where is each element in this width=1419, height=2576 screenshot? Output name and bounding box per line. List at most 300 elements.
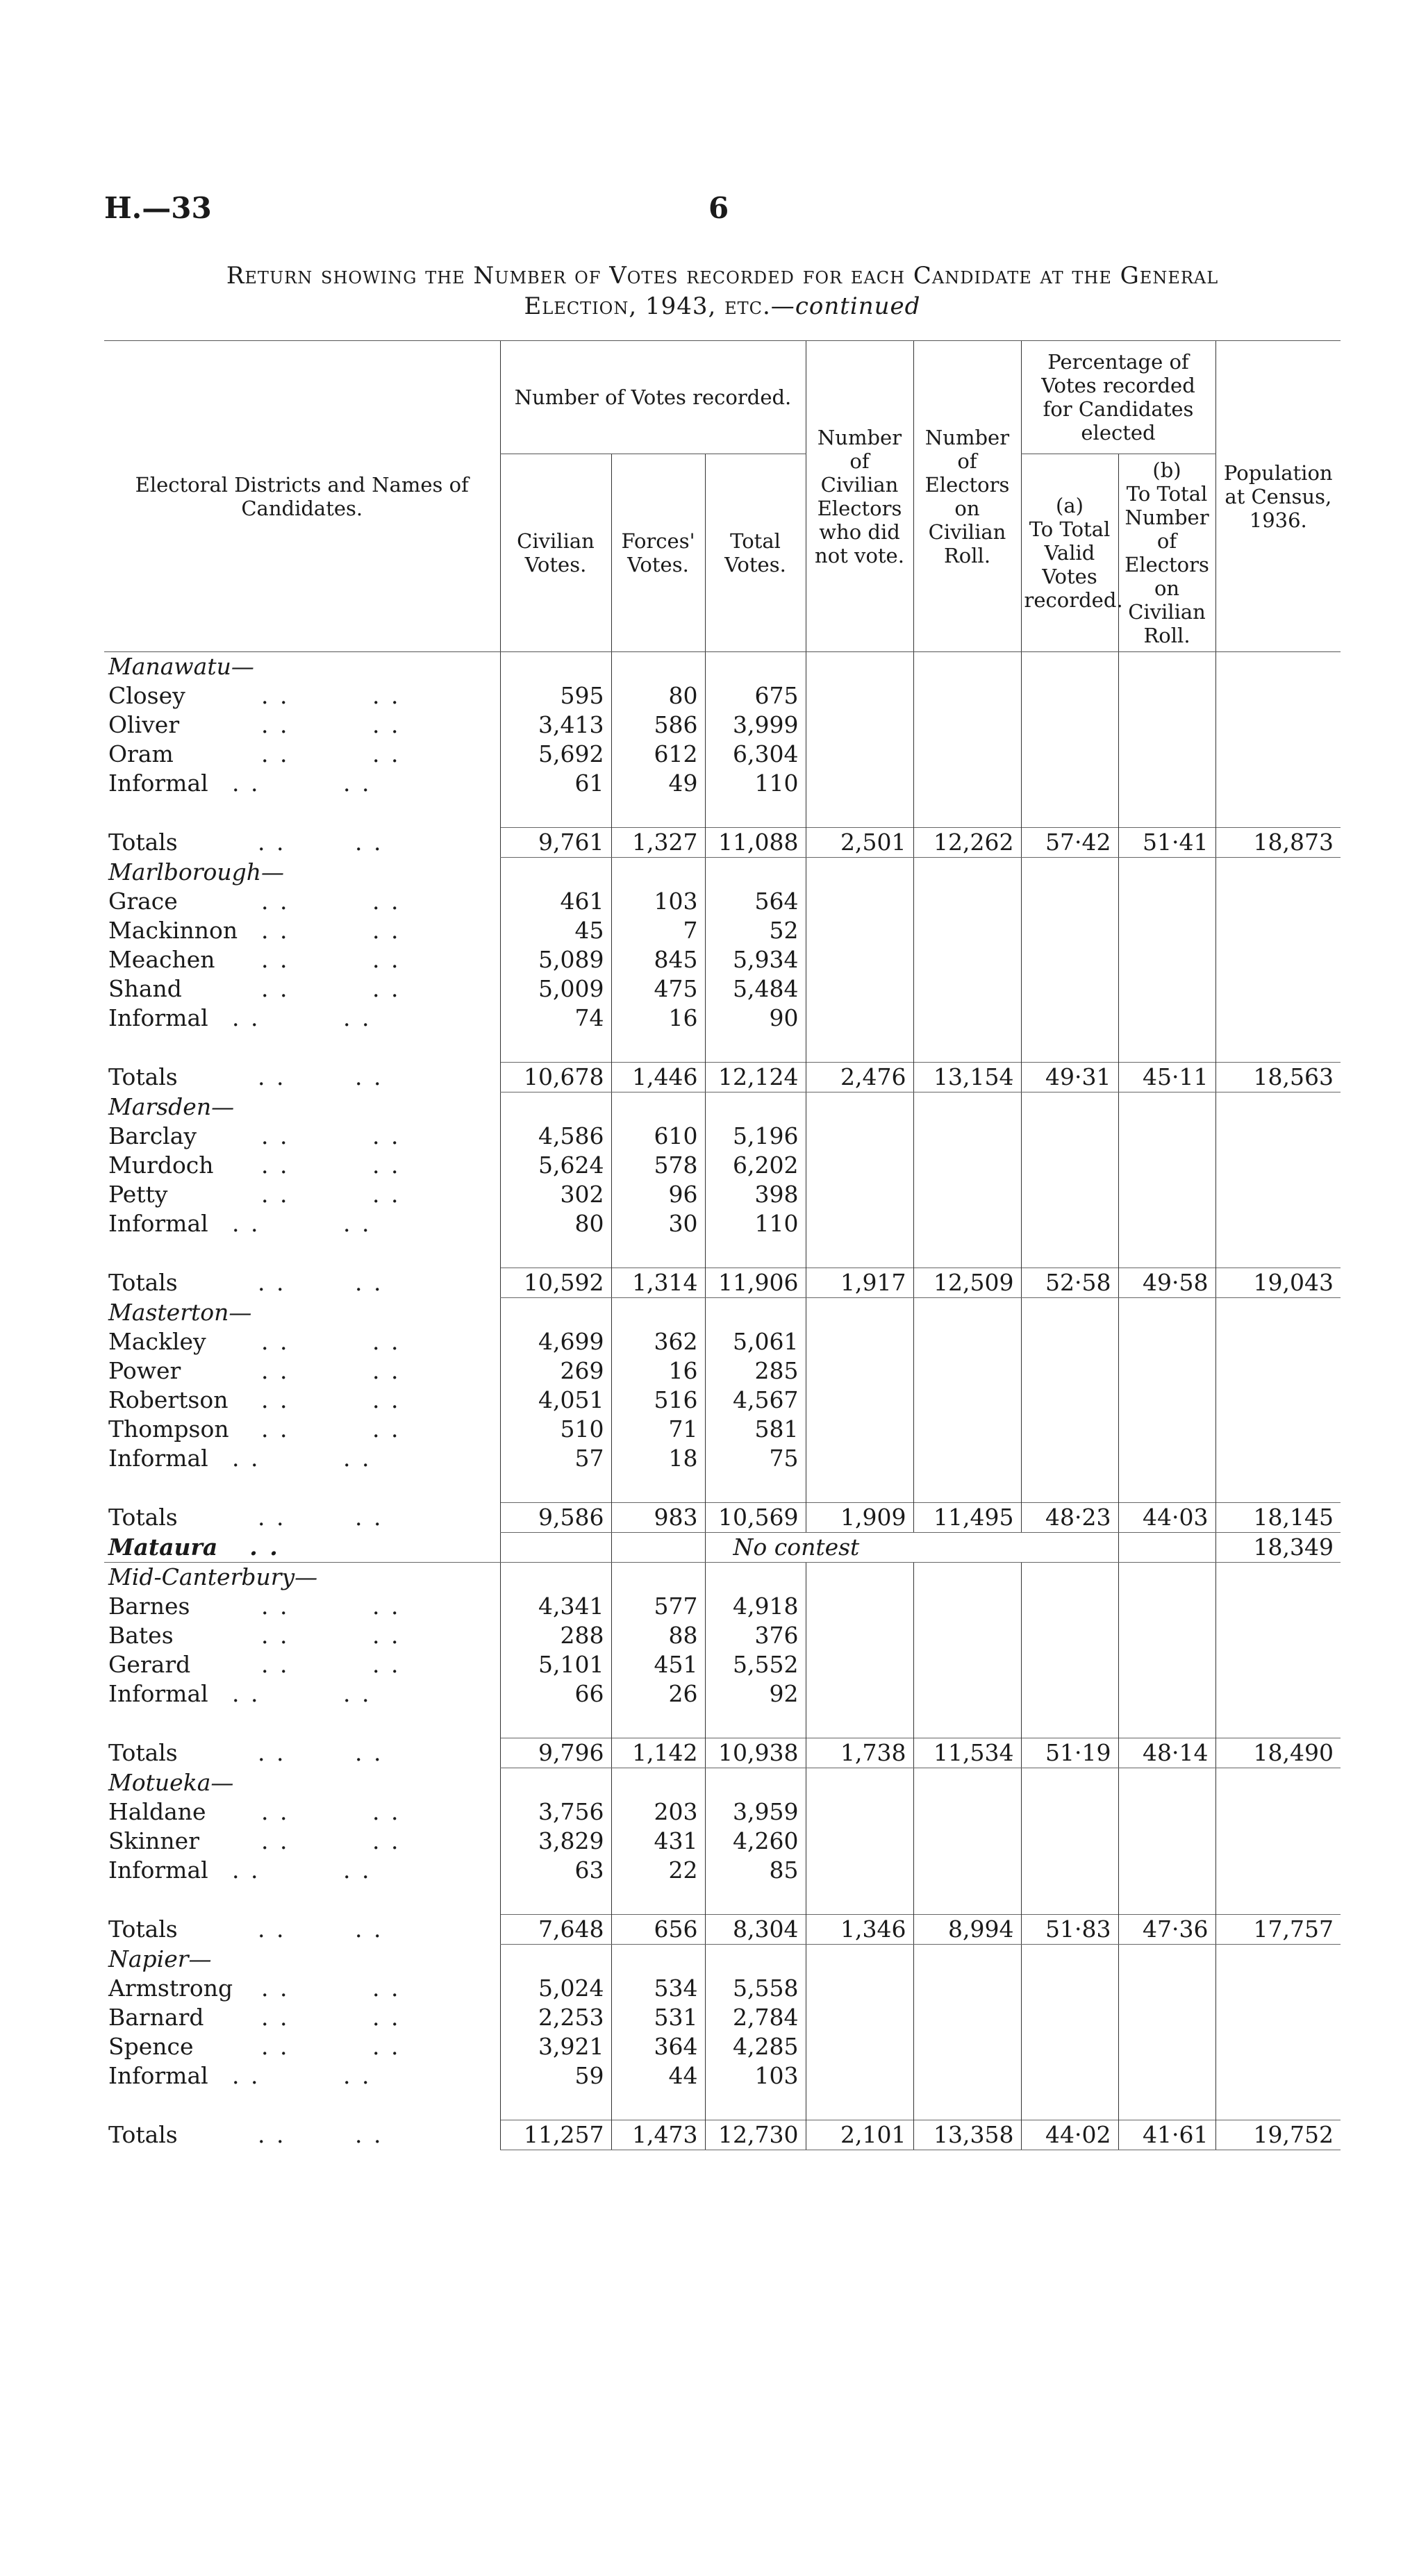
candidate-label: Mackinnon	[108, 917, 238, 944]
empty-cell	[913, 1473, 1021, 1503]
empty-cell	[806, 1180, 913, 1209]
total-forces-votes: 1,142	[611, 1738, 705, 1768]
total-votes: 4,285	[705, 2032, 806, 2061]
empty-cell	[1021, 681, 1118, 711]
empty-cell	[913, 1327, 1021, 1356]
leader-dots: . .	[232, 2062, 260, 2089]
empty-cell	[705, 1768, 806, 1798]
pct-electors: 45·11	[1118, 1063, 1215, 1092]
spacer-cell	[104, 1238, 500, 1268]
forces-votes: 578	[611, 1151, 705, 1180]
empty-cell	[806, 1122, 913, 1151]
leader-dots: . .	[261, 946, 290, 973]
candidate-row	[104, 1444, 1341, 1473]
empty-cell	[806, 1679, 913, 1709]
empty-cell	[1118, 858, 1215, 888]
empty-cell	[806, 1856, 913, 1885]
leader-dots: . .	[372, 1122, 401, 1149]
forces-votes: 362	[611, 1327, 705, 1356]
total-votes: 110	[705, 1209, 806, 1238]
district-label: Mataura	[108, 1534, 218, 1561]
leader-dots: . .	[372, 1415, 401, 1443]
leader-dots: . .	[258, 1739, 286, 1766]
col-pct-valid-votes	[1021, 454, 1123, 652]
empty-cell	[806, 1151, 913, 1180]
district-name: Mid-Canterbury—	[108, 1563, 318, 1590]
candidate-name	[104, 974, 500, 1004]
empty-cell	[1118, 1679, 1215, 1709]
forces-votes: 103	[611, 887, 705, 916]
candidate-label: Informal	[108, 770, 208, 797]
forces-votes: 80	[611, 681, 705, 711]
forces-votes: 16	[611, 1004, 705, 1033]
empty-cell	[806, 1797, 913, 1827]
total-votes: 52	[705, 916, 806, 945]
candidate-name	[104, 1650, 500, 1679]
total-civilian-votes: 9,761	[500, 828, 611, 858]
forces-votes: 475	[611, 974, 705, 1004]
empty-cell	[1021, 1827, 1118, 1856]
leader-dots: . .	[372, 1593, 401, 1620]
empty-cell	[913, 1827, 1021, 1856]
empty-cell	[913, 887, 1021, 916]
empty-cell	[913, 652, 1021, 682]
leader-dots: . .	[261, 1122, 290, 1149]
empty-cell	[1215, 858, 1341, 888]
empty-cell	[1215, 887, 1341, 916]
candidate-row	[104, 1356, 1341, 1386]
empty-cell	[1215, 1827, 1341, 1856]
total-votes-sum: 12,730	[705, 2120, 806, 2150]
leader-dots: . .	[261, 1386, 290, 1413]
empty-cell	[1118, 1945, 1215, 1975]
spacer-cell	[104, 1473, 500, 1503]
empty-cell	[913, 1092, 1021, 1122]
total-votes: 581	[705, 1415, 806, 1444]
pct-valid-votes: 49·31	[1021, 1063, 1118, 1092]
empty-cell	[913, 1238, 1021, 1268]
leader-dots: . .	[372, 975, 401, 1002]
candidate-row	[104, 1151, 1341, 1180]
document-id: H.—33	[104, 191, 212, 225]
population: 17,757	[1215, 1915, 1341, 1945]
empty-cell	[500, 1533, 611, 1563]
title-line-1: Return showing the Number of Votes recorded for each Candidate at the General	[226, 262, 1219, 290]
empty-cell	[500, 1945, 611, 1975]
empty-cell	[806, 887, 913, 916]
total-forces-votes: 1,446	[611, 1063, 705, 1092]
empty-cell	[1021, 1797, 1118, 1827]
candidate-name	[104, 2061, 500, 2091]
empty-cell	[611, 1768, 705, 1798]
total-votes-sum: 12,124	[705, 1063, 806, 1092]
empty-cell	[1021, 1473, 1118, 1503]
empty-cell	[705, 798, 806, 828]
empty-cell	[1021, 1945, 1118, 1975]
leader-dots: . .	[261, 917, 290, 944]
candidate-name	[104, 1621, 500, 1650]
candidate-label: Thompson	[108, 1415, 229, 1443]
totals-row	[104, 1738, 1341, 1768]
table-title	[104, 260, 1341, 322]
total-votes: 2,784	[705, 2003, 806, 2032]
forces-votes: 531	[611, 2003, 705, 2032]
district-heading-row	[104, 1563, 1341, 1593]
leader-dots: . .	[261, 2004, 290, 2031]
total-votes: 4,567	[705, 1386, 806, 1415]
col-population: Population at Census, 1936.	[1215, 341, 1341, 652]
empty-cell	[1215, 1033, 1341, 1063]
empty-cell	[1118, 2003, 1215, 2032]
candidate-label: Power	[108, 1357, 181, 1384]
page-header	[104, 191, 1341, 233]
empty-cell	[1118, 1768, 1215, 1798]
district-row	[104, 1533, 1341, 1563]
empty-cell	[611, 1709, 705, 1738]
civilian-votes: 5,024	[500, 1974, 611, 2003]
empty-cell	[611, 1945, 705, 1975]
totals-label	[104, 1738, 500, 1768]
candidate-row	[104, 2003, 1341, 2032]
leader-dots: . .	[261, 1152, 290, 1179]
forces-votes: 16	[611, 1356, 705, 1386]
forces-votes: 845	[611, 945, 705, 974]
forces-votes: 7	[611, 916, 705, 945]
total-forces-votes: 656	[611, 1915, 705, 1945]
empty-cell	[1021, 1650, 1118, 1679]
leader-dots: . .	[261, 2033, 290, 2060]
empty-cell	[913, 2061, 1021, 2091]
empty-cell	[500, 858, 611, 888]
total-votes: 110	[705, 769, 806, 798]
empty-cell	[806, 1621, 913, 1650]
leader-dots: . .	[261, 1328, 290, 1355]
leader-dots: . .	[258, 1916, 286, 1943]
spacer-row	[104, 798, 1341, 828]
total-civilian-votes: 10,592	[500, 1268, 611, 1298]
candidate-label: Informal	[108, 1004, 208, 1031]
empty-cell	[1118, 681, 1215, 711]
leader-dots: . .	[261, 1181, 290, 1208]
total-votes: 3,999	[705, 711, 806, 740]
election-return-table	[104, 340, 1341, 2150]
empty-cell	[1021, 1298, 1118, 1328]
totals-label	[104, 1915, 500, 1945]
empty-cell	[913, 2032, 1021, 2061]
empty-cell	[1215, 1797, 1341, 1827]
empty-cell	[1021, 2032, 1118, 2061]
spacer-row	[104, 1885, 1341, 1915]
civilian-roll: 11,534	[913, 1738, 1021, 1768]
empty-cell	[1021, 1327, 1118, 1356]
candidate-label: Informal	[108, 2062, 208, 2089]
empty-cell	[1215, 1356, 1341, 1386]
empty-cell	[913, 1444, 1021, 1473]
candidate-name	[104, 916, 500, 945]
candidate-row	[104, 1327, 1341, 1356]
empty-cell	[806, 2091, 913, 2120]
leader-dots: . .	[261, 888, 290, 915]
leader-dots: . .	[258, 1269, 286, 1296]
candidate-row	[104, 887, 1341, 916]
empty-cell	[913, 1151, 1021, 1180]
total-votes: 6,304	[705, 740, 806, 769]
candidate-row	[104, 1650, 1341, 1679]
empty-cell	[705, 1033, 806, 1063]
empty-cell	[913, 1885, 1021, 1915]
empty-cell	[806, 711, 913, 740]
empty-cell	[1118, 1356, 1215, 1386]
empty-cell	[1118, 1650, 1215, 1679]
candidate-row	[104, 1797, 1341, 1827]
candidate-name	[104, 1386, 500, 1415]
pct-electors: 47·36	[1118, 1915, 1215, 1945]
candidate-name	[104, 1856, 500, 1885]
candidate-label: Informal	[108, 1210, 208, 1237]
leader-dots: . .	[261, 740, 290, 767]
empty-cell	[913, 1033, 1021, 1063]
empty-cell	[1118, 1709, 1215, 1738]
empty-cell	[1021, 1386, 1118, 1415]
empty-cell	[1215, 1650, 1341, 1679]
candidate-name	[104, 1974, 500, 2003]
empty-cell	[806, 1473, 913, 1503]
civilian-votes: 45	[500, 916, 611, 945]
empty-cell	[611, 1885, 705, 1915]
district-heading-row	[104, 652, 1341, 682]
leader-dots: . .	[343, 1445, 372, 1472]
non-voters: 2,501	[806, 828, 913, 858]
empty-cell	[1118, 1592, 1215, 1621]
leader-dots: . .	[372, 1357, 401, 1384]
candidate-label: Barclay	[108, 1122, 197, 1149]
forces-votes: 534	[611, 1974, 705, 2003]
leader-dots: . .	[261, 1827, 290, 1854]
empty-cell	[500, 1238, 611, 1268]
candidate-row	[104, 1415, 1341, 1444]
empty-cell	[806, 1945, 913, 1975]
empty-cell	[1118, 1856, 1215, 1885]
civilian-roll: 11,495	[913, 1503, 1021, 1533]
empty-cell	[913, 1180, 1021, 1209]
district-name: Motueka—	[108, 1769, 234, 1796]
civilian-roll: 8,994	[913, 1915, 1021, 1945]
forces-votes: 431	[611, 1827, 705, 1856]
candidate-name	[104, 740, 500, 769]
empty-cell	[806, 1415, 913, 1444]
non-voters: 1,346	[806, 1915, 913, 1945]
civilian-votes: 80	[500, 1209, 611, 1238]
total-votes: 6,202	[705, 1151, 806, 1180]
empty-cell	[1021, 740, 1118, 769]
totals-text: Totals	[108, 1739, 178, 1766]
empty-cell	[611, 798, 705, 828]
total-votes: 4,260	[705, 1827, 806, 1856]
civilian-votes: 5,089	[500, 945, 611, 974]
empty-cell	[1118, 1180, 1215, 1209]
empty-cell	[1215, 1092, 1341, 1122]
candidate-row	[104, 1621, 1341, 1650]
empty-cell	[913, 1974, 1021, 2003]
empty-cell	[913, 1563, 1021, 1593]
empty-cell	[806, 1563, 913, 1593]
empty-cell	[806, 769, 913, 798]
civilian-roll: 12,509	[913, 1268, 1021, 1298]
empty-cell	[500, 1709, 611, 1738]
empty-cell	[1118, 887, 1215, 916]
candidate-label: Spence	[108, 2033, 194, 2060]
leader-dots: . .	[372, 740, 401, 767]
empty-cell	[500, 1885, 611, 1915]
candidate-row	[104, 711, 1341, 740]
pct-electors: 44·03	[1118, 1503, 1215, 1533]
total-votes: 4,918	[705, 1592, 806, 1621]
empty-cell	[913, 798, 1021, 828]
empty-cell	[1215, 1415, 1341, 1444]
candidate-label: Meachen	[108, 946, 215, 973]
total-civilian-votes: 10,678	[500, 1063, 611, 1092]
leader-dots: . .	[372, 917, 401, 944]
candidate-label: Grace	[108, 888, 178, 915]
empty-cell	[611, 652, 705, 682]
total-votes: 5,484	[705, 974, 806, 1004]
population: 19,043	[1215, 1268, 1341, 1298]
empty-cell	[1215, 769, 1341, 798]
leader-dots: . .	[249, 1534, 280, 1561]
spacer-row	[104, 1033, 1341, 1063]
empty-cell	[806, 858, 913, 888]
district-heading-row	[104, 1945, 1341, 1975]
totals-row	[104, 1063, 1341, 1092]
leader-dots: . .	[261, 711, 290, 738]
empty-cell	[1021, 1122, 1118, 1151]
empty-cell	[1118, 1298, 1215, 1328]
forces-votes: 96	[611, 1180, 705, 1209]
district-name: Masterton—	[108, 1299, 252, 1326]
candidate-name	[104, 1797, 500, 1827]
candidate-row	[104, 1679, 1341, 1709]
district-heading-row	[104, 858, 1341, 888]
empty-cell	[806, 1386, 913, 1415]
empty-cell	[913, 1679, 1021, 1709]
empty-cell	[1215, 740, 1341, 769]
pct-valid-votes: 57·42	[1021, 828, 1118, 858]
total-civilian-votes: 9,586	[500, 1503, 611, 1533]
empty-cell	[1215, 1563, 1341, 1593]
empty-cell	[1118, 769, 1215, 798]
empty-cell	[1021, 1885, 1118, 1915]
empty-cell	[806, 740, 913, 769]
empty-cell	[611, 1033, 705, 1063]
empty-cell	[1021, 2091, 1118, 2120]
empty-cell	[1215, 1974, 1341, 2003]
page-number: 6	[708, 191, 729, 225]
candidate-name	[104, 1827, 500, 1856]
leader-dots: . .	[343, 1004, 372, 1031]
empty-cell	[1021, 769, 1118, 798]
empty-cell	[1118, 740, 1215, 769]
totals-text: Totals	[108, 2121, 178, 2148]
candidate-label: Haldane	[108, 1798, 206, 1825]
empty-cell	[1118, 2032, 1215, 2061]
candidate-row	[104, 974, 1341, 1004]
empty-cell	[705, 652, 806, 682]
total-votes-sum: 10,569	[705, 1503, 806, 1533]
empty-cell	[1118, 1004, 1215, 1033]
empty-cell	[1021, 945, 1118, 974]
empty-cell	[913, 1592, 1021, 1621]
empty-cell	[500, 1563, 611, 1593]
empty-cell	[1215, 1238, 1341, 1268]
population: 18,873	[1215, 828, 1341, 858]
non-voters: 1,909	[806, 1503, 913, 1533]
empty-cell	[1215, 681, 1341, 711]
empty-cell	[806, 1709, 913, 1738]
civilian-votes: 4,699	[500, 1327, 611, 1356]
empty-cell	[1215, 1386, 1341, 1415]
leader-dots: . .	[372, 1181, 401, 1208]
district-heading-row	[104, 1092, 1341, 1122]
empty-cell	[913, 1209, 1021, 1238]
leader-dots: . .	[372, 1827, 401, 1854]
empty-cell	[806, 1209, 913, 1238]
civilian-votes: 5,009	[500, 974, 611, 1004]
leader-dots: . .	[372, 888, 401, 915]
candidate-row	[104, 1592, 1341, 1621]
empty-cell	[1021, 711, 1118, 740]
continued-label: continued	[795, 292, 921, 320]
leader-dots: . .	[372, 1152, 401, 1179]
empty-cell	[1215, 2091, 1341, 2120]
candidate-row	[104, 769, 1341, 798]
candidate-name	[104, 1592, 500, 1621]
district-name: Napier—	[108, 1945, 212, 1972]
empty-cell	[705, 1709, 806, 1738]
civilian-votes: 74	[500, 1004, 611, 1033]
empty-cell	[806, 916, 913, 945]
empty-cell	[500, 652, 611, 682]
empty-cell	[1215, 1679, 1341, 1709]
spacer-row	[104, 1473, 1341, 1503]
totals-row	[104, 1503, 1341, 1533]
empty-cell	[1215, 1122, 1341, 1151]
empty-cell	[913, 769, 1021, 798]
total-votes: 5,196	[705, 1122, 806, 1151]
leader-dots: . .	[355, 1063, 383, 1090]
candidate-name	[104, 1444, 500, 1473]
empty-cell	[913, 711, 1021, 740]
pct-valid-votes: 48·23	[1021, 1503, 1118, 1533]
district-heading-row	[104, 1768, 1341, 1798]
empty-cell	[705, 1473, 806, 1503]
civilian-votes: 66	[500, 1679, 611, 1709]
candidate-row	[104, 1386, 1341, 1415]
empty-cell	[1021, 1180, 1118, 1209]
empty-cell	[1215, 916, 1341, 945]
candidate-row	[104, 1209, 1341, 1238]
candidate-name	[104, 1122, 500, 1151]
non-voters: 2,476	[806, 1063, 913, 1092]
empty-cell	[1118, 1444, 1215, 1473]
forces-votes: 610	[611, 1122, 705, 1151]
candidate-row	[104, 1004, 1341, 1033]
empty-cell	[806, 798, 913, 828]
civilian-votes: 595	[500, 681, 611, 711]
candidate-name	[104, 1180, 500, 1209]
empty-cell	[500, 1033, 611, 1063]
empty-cell	[1215, 1473, 1341, 1503]
empty-cell	[1215, 1592, 1341, 1621]
